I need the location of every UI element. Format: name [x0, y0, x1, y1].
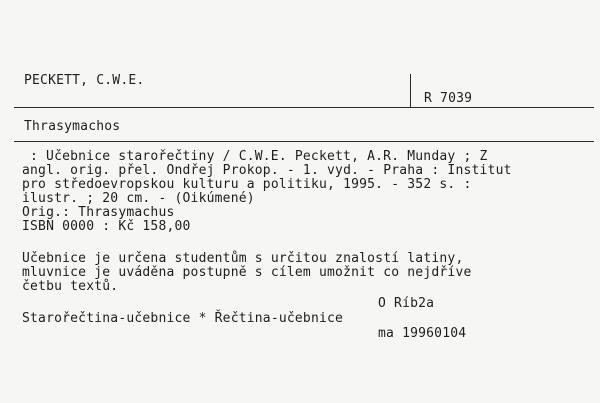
subject-headings: Starořečtina-učebnice * Řečtina-učebnice — [22, 311, 344, 326]
annotation-line: mluvnice je uváděna postupně s cílem umožnit co nejdříve — [22, 265, 472, 280]
title-heading: Thrasymachos — [24, 119, 121, 134]
header-top-rule — [14, 107, 594, 108]
description-line: ilustr. ; 20 cm. - (Oikúmené) — [22, 191, 255, 206]
header-divider — [410, 74, 411, 108]
author-heading: PECKETT, C.W.E. — [24, 73, 145, 88]
record-date: ma 19960104 — [378, 326, 467, 341]
processor-mark: O Ríb2a — [378, 296, 435, 311]
description-line: angl. orig. přel. Ondřej Prokop. - 1. vyd. - Praha : Institut — [22, 163, 512, 178]
description-line: pro středoevropskou kulturu a politiku, 1995. - 352 s. : — [22, 177, 472, 192]
description-line: Orig.: Thrasymachus — [22, 205, 175, 220]
annotation-line: Učebnice je určena studentům s určitou znalostí latiny, — [22, 251, 464, 266]
annotation-line: četbu textů. — [22, 279, 119, 294]
call-number: R 7039 — [424, 91, 473, 106]
description-line: : Učebnice starořečtiny / C.W.E. Peckett, A.R. Munday ; Z — [30, 149, 488, 164]
title-bottom-rule — [14, 141, 594, 142]
description-line: ISBN 0000 : Kč 158,00 — [22, 219, 191, 234]
